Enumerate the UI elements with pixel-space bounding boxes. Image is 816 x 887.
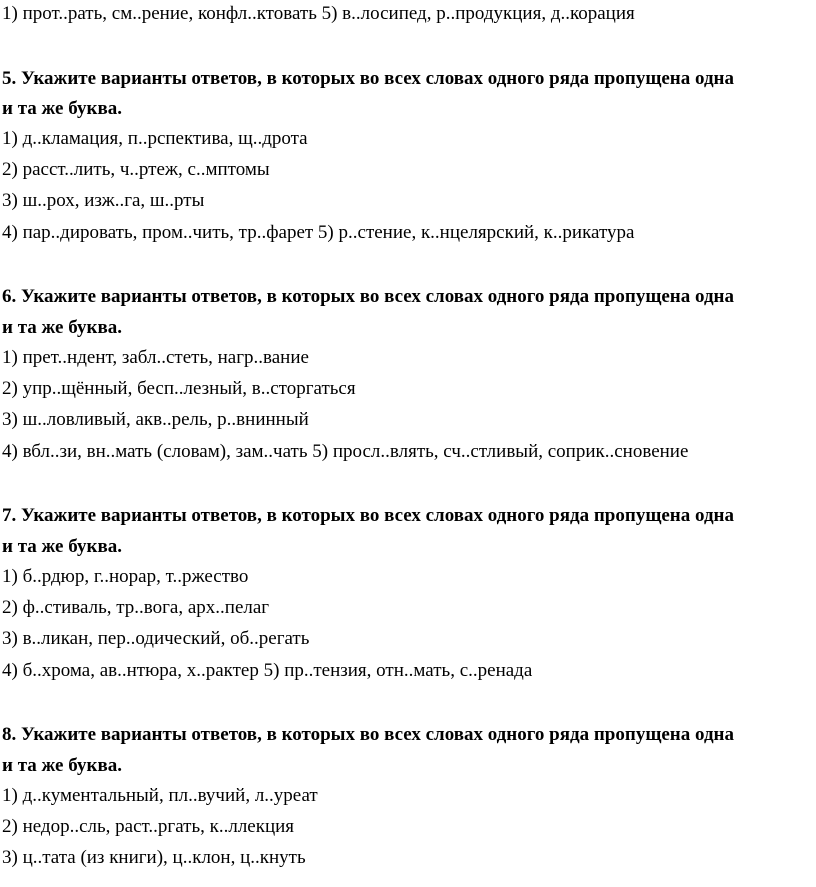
question-title: 7. Укажите варианты ответов, в которых во всех словах одного ряда пропущена одна (2, 505, 735, 526)
question-title-continued: и та же буква. (2, 536, 122, 557)
option-line: 4) вбл..зи, вн..мать (словам), зам..чать 5) просл..влять, сч..стливый, соприк..сновение (2, 441, 689, 462)
option-line: 4) б..хрома, ав..нтюра, х..рактер 5) пр..тензия, отн..мать, с..ренада (2, 660, 533, 681)
option-line: 1) д..кламация, п..рспектива, щ..дрота (2, 128, 308, 149)
question-title-continued: и та же буква. (2, 317, 122, 338)
option-line: 3) ш..ловливый, акв..рель, р..внинный (2, 409, 309, 430)
option-line: 1) д..кументальный, пл..вучий, л..уреат (2, 785, 318, 806)
option-line: 3) в..ликан, пер..одический, об..регать (2, 628, 310, 649)
option-line: 1) прет..ндент, забл..стеть, нагр..вание (2, 347, 309, 368)
option-line: 3) ц..тата (из книги), ц..клон, ц..кнуть (2, 847, 306, 868)
option-line: 4) пар..дировать, пром..чить, тр..фарет 5) р..стение, к..нцелярский, к..рикатура (2, 222, 635, 243)
question-title: 8. Укажите варианты ответов, в которых во всех словах одного ряда пропущена одна (2, 724, 735, 745)
option-line: 2) упр..щённый, бесп..лезный, в..сторгаться (2, 378, 356, 399)
option-line: 3) ш..рох, изж..га, ш..рты (2, 190, 205, 211)
question-title-continued: и та же буква. (2, 98, 122, 119)
option-line: 2) недор..сль, раст..ргать, к..ллекция (2, 816, 295, 837)
question-title-continued: и та же буква. (2, 755, 122, 776)
question-title: 5. Укажите варианты ответов, в которых во всех словах одного ряда пропущена одна (2, 68, 735, 89)
question-title: 6. Укажите варианты ответов, в которых во всех словах одного ряда пропущена одна (2, 286, 735, 307)
option-line: 2) ф..стиваль, тр..вога, арх..пелаг (2, 597, 270, 618)
option-line: 1) прот..рать, см..рение, конфл..ктовать 5) в..лосипед, р..продукция, д..корация (2, 3, 635, 24)
option-line: 1) б..рдюр, г..норар, т..ржество (2, 566, 249, 587)
option-line: 2) расст..лить, ч..ртеж, с..мптомы (2, 159, 270, 180)
